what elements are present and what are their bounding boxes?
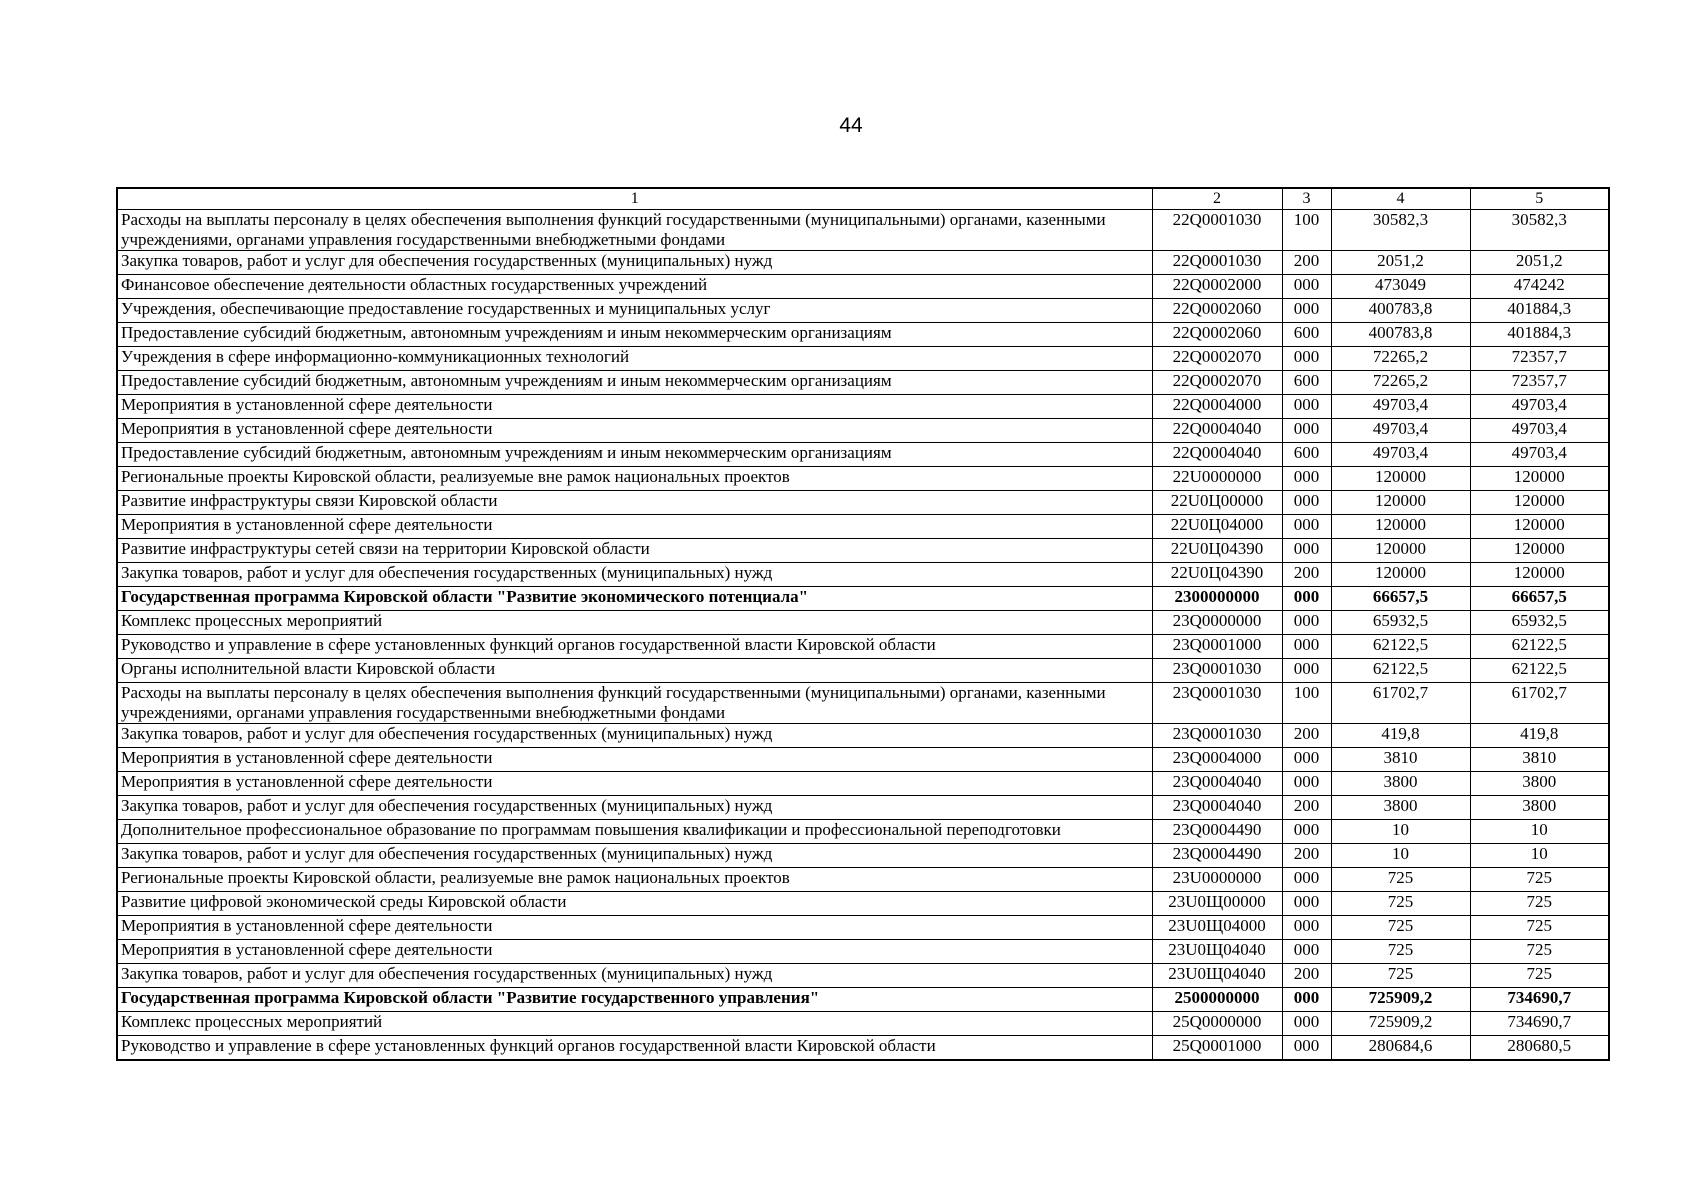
row-value-1-cell: 61702,7 bbox=[1331, 683, 1470, 724]
row-name-cell: Закупка товаров, работ и услуг для обеспечения государственных (муниципальных) нужд bbox=[117, 844, 1152, 868]
row-value-2-cell: 120000 bbox=[1470, 563, 1609, 587]
row-value-2-cell: 10 bbox=[1470, 820, 1609, 844]
table-row bbox=[117, 724, 1609, 748]
table-row bbox=[117, 371, 1609, 395]
row-expense-type-cell: 600 bbox=[1282, 443, 1331, 467]
row-value-1-cell: 725 bbox=[1331, 940, 1470, 964]
row-code-cell: 25Q0001000 bbox=[1152, 1036, 1282, 1061]
table-row bbox=[117, 844, 1609, 868]
row-name-cell: Расходы на выплаты персоналу в целях обеспечения выполнения функций государственными (муниципальными) органами, казенными учреждениями, органами управления государственными внебюджетными фондами bbox=[117, 683, 1152, 724]
table-row bbox=[117, 563, 1609, 587]
row-value-1-cell: 62122,5 bbox=[1331, 659, 1470, 683]
column-number-row bbox=[117, 188, 1609, 210]
table-row bbox=[117, 539, 1609, 563]
row-expense-type-cell: 000 bbox=[1282, 868, 1331, 892]
row-value-2-cell: 10 bbox=[1470, 844, 1609, 868]
row-value-2-cell: 725 bbox=[1470, 916, 1609, 940]
row-expense-type-cell: 000 bbox=[1282, 940, 1331, 964]
row-code-cell: 23Q0000000 bbox=[1152, 611, 1282, 635]
table-row bbox=[117, 467, 1609, 491]
row-code-cell: 23Q0004040 bbox=[1152, 796, 1282, 820]
row-name-cell: Мероприятия в установленной сфере деятельности bbox=[117, 395, 1152, 419]
table-row bbox=[117, 892, 1609, 916]
row-value-2-cell: 280680,5 bbox=[1470, 1036, 1609, 1061]
row-name-cell: Развитие цифровой экономической среды Кировской области bbox=[117, 892, 1152, 916]
row-code-cell: 22Q0001030 bbox=[1152, 210, 1282, 251]
row-code-cell: 23Q0004490 bbox=[1152, 844, 1282, 868]
row-name-cell: Органы исполнительной власти Кировской области bbox=[117, 659, 1152, 683]
row-value-1-cell: 120000 bbox=[1331, 539, 1470, 563]
row-code-cell: 22Q0002060 bbox=[1152, 323, 1282, 347]
table-row bbox=[117, 299, 1609, 323]
row-name-cell: Развитие инфраструктуры сетей связи на территории Кировской области bbox=[117, 539, 1152, 563]
row-value-1-cell: 30582,3 bbox=[1331, 210, 1470, 251]
row-code-cell: 22Q0001030 bbox=[1152, 251, 1282, 275]
row-code-cell: 23Q0001030 bbox=[1152, 683, 1282, 724]
row-code-cell: 25Q0000000 bbox=[1152, 1012, 1282, 1036]
row-value-2-cell: 66657,5 bbox=[1470, 587, 1609, 611]
row-expense-type-cell: 000 bbox=[1282, 988, 1331, 1012]
row-value-2-cell: 120000 bbox=[1470, 467, 1609, 491]
row-value-1-cell: 725 bbox=[1331, 868, 1470, 892]
row-value-2-cell: 49703,4 bbox=[1470, 419, 1609, 443]
row-code-cell: 23Q0004000 bbox=[1152, 748, 1282, 772]
row-code-cell: 22Q0004040 bbox=[1152, 419, 1282, 443]
row-name-cell: Мероприятия в установленной сфере деятельности bbox=[117, 419, 1152, 443]
row-name-cell: Закупка товаров, работ и услуг для обеспечения государственных (муниципальных) нужд bbox=[117, 796, 1152, 820]
row-code-cell: 2500000000 bbox=[1152, 988, 1282, 1012]
row-value-2-cell: 72357,7 bbox=[1470, 371, 1609, 395]
row-value-1-cell: 725909,2 bbox=[1331, 988, 1470, 1012]
row-expense-type-cell: 000 bbox=[1282, 419, 1331, 443]
row-name-cell: Учреждения, обеспечивающие предоставление государственных и муниципальных услуг bbox=[117, 299, 1152, 323]
row-value-2-cell: 3810 bbox=[1470, 748, 1609, 772]
row-name-cell: Руководство и управление в сфере установленных функций органов государственной власти Кировской области bbox=[117, 1036, 1152, 1061]
row-code-cell: 23U0Щ00000 bbox=[1152, 892, 1282, 916]
table-row bbox=[117, 275, 1609, 299]
row-expense-type-cell: 200 bbox=[1282, 563, 1331, 587]
table-row bbox=[117, 1036, 1609, 1061]
row-code-cell: 23Q0001030 bbox=[1152, 724, 1282, 748]
table-row bbox=[117, 611, 1609, 635]
row-value-1-cell: 3810 bbox=[1331, 748, 1470, 772]
row-expense-type-cell: 100 bbox=[1282, 683, 1331, 724]
row-expense-type-cell: 100 bbox=[1282, 210, 1331, 251]
table-row bbox=[117, 868, 1609, 892]
row-expense-type-cell: 000 bbox=[1282, 748, 1331, 772]
row-expense-type-cell: 000 bbox=[1282, 772, 1331, 796]
table-row bbox=[117, 635, 1609, 659]
row-expense-type-cell: 000 bbox=[1282, 587, 1331, 611]
row-expense-type-cell: 000 bbox=[1282, 635, 1331, 659]
table-body bbox=[117, 210, 1609, 1061]
table-row bbox=[117, 772, 1609, 796]
table-row bbox=[117, 796, 1609, 820]
row-code-cell: 22U0Ц04390 bbox=[1152, 563, 1282, 587]
row-name-cell: Учреждения в сфере информационно-коммуникационных технологий bbox=[117, 347, 1152, 371]
row-value-2-cell: 30582,3 bbox=[1470, 210, 1609, 251]
row-name-cell: Предоставление субсидий бюджетным, автономным учреждениям и иным некоммерческим организациям bbox=[117, 371, 1152, 395]
row-expense-type-cell: 200 bbox=[1282, 844, 1331, 868]
table-row bbox=[117, 347, 1609, 371]
row-code-cell: 22U0Ц04390 bbox=[1152, 539, 1282, 563]
table-row bbox=[117, 659, 1609, 683]
row-name-cell: Закупка товаров, работ и услуг для обеспечения государственных (муниципальных) нужд bbox=[117, 563, 1152, 587]
row-code-cell: 23Q0001000 bbox=[1152, 635, 1282, 659]
table-row bbox=[117, 395, 1609, 419]
row-value-1-cell: 72265,2 bbox=[1331, 347, 1470, 371]
table-row bbox=[117, 988, 1609, 1012]
row-value-1-cell: 120000 bbox=[1331, 515, 1470, 539]
table-row bbox=[117, 323, 1609, 347]
row-value-1-cell: 62122,5 bbox=[1331, 635, 1470, 659]
row-expense-type-cell: 000 bbox=[1282, 1012, 1331, 1036]
row-value-1-cell: 473049 bbox=[1331, 275, 1470, 299]
column-header-5: 5 bbox=[1470, 188, 1609, 210]
table-row bbox=[117, 940, 1609, 964]
row-code-cell: 22Q0002060 bbox=[1152, 299, 1282, 323]
row-value-2-cell: 734690,7 bbox=[1470, 988, 1609, 1012]
row-name-cell: Закупка товаров, работ и услуг для обеспечения государственных (муниципальных) нужд bbox=[117, 724, 1152, 748]
row-expense-type-cell: 200 bbox=[1282, 796, 1331, 820]
row-code-cell: 23U0Щ04040 bbox=[1152, 964, 1282, 988]
row-name-cell: Государственная программа Кировской области "Развитие государственного управления" bbox=[117, 988, 1152, 1012]
column-header-3: 3 bbox=[1282, 188, 1331, 210]
row-expense-type-cell: 000 bbox=[1282, 347, 1331, 371]
row-value-1-cell: 725 bbox=[1331, 892, 1470, 916]
table-row bbox=[117, 443, 1609, 467]
row-expense-type-cell: 000 bbox=[1282, 1036, 1331, 1061]
table-row bbox=[117, 683, 1609, 724]
row-value-1-cell: 725909,2 bbox=[1331, 1012, 1470, 1036]
row-expense-type-cell: 000 bbox=[1282, 515, 1331, 539]
table-row bbox=[117, 820, 1609, 844]
row-value-2-cell: 725 bbox=[1470, 964, 1609, 988]
row-expense-type-cell: 000 bbox=[1282, 395, 1331, 419]
row-value-2-cell: 2051,2 bbox=[1470, 251, 1609, 275]
row-name-cell: Мероприятия в установленной сфере деятельности bbox=[117, 748, 1152, 772]
row-value-1-cell: 10 bbox=[1331, 820, 1470, 844]
column-header-1: 1 bbox=[117, 188, 1152, 210]
row-value-2-cell: 49703,4 bbox=[1470, 443, 1609, 467]
row-name-cell: Расходы на выплаты персоналу в целях обеспечения выполнения функций государственными (муниципальными) органами, казенными учреждениями, органами управления государственными внебюджетными фондами bbox=[117, 210, 1152, 251]
row-value-2-cell: 734690,7 bbox=[1470, 1012, 1609, 1036]
row-name-cell: Мероприятия в установленной сфере деятельности bbox=[117, 515, 1152, 539]
row-name-cell: Мероприятия в установленной сфере деятельности bbox=[117, 940, 1152, 964]
row-value-1-cell: 72265,2 bbox=[1331, 371, 1470, 395]
row-value-1-cell: 400783,8 bbox=[1331, 299, 1470, 323]
row-code-cell: 22Q0002070 bbox=[1152, 371, 1282, 395]
row-code-cell: 22U0Ц04000 bbox=[1152, 515, 1282, 539]
row-expense-type-cell: 000 bbox=[1282, 539, 1331, 563]
column-header-2: 2 bbox=[1152, 188, 1282, 210]
row-value-1-cell: 120000 bbox=[1331, 491, 1470, 515]
table-row bbox=[117, 419, 1609, 443]
row-name-cell: Закупка товаров, работ и услуг для обеспечения государственных (муниципальных) нужд bbox=[117, 964, 1152, 988]
row-name-cell: Дополнительное профессиональное образование по программам повышения квалификации и профессиональной переподготовки bbox=[117, 820, 1152, 844]
table-row bbox=[117, 916, 1609, 940]
budget-table bbox=[116, 187, 1610, 1061]
row-value-2-cell: 3800 bbox=[1470, 772, 1609, 796]
row-code-cell: 22Q0004000 bbox=[1152, 395, 1282, 419]
row-code-cell: 2300000000 bbox=[1152, 587, 1282, 611]
row-value-1-cell: 419,8 bbox=[1331, 724, 1470, 748]
row-name-cell: Мероприятия в установленной сфере деятельности bbox=[117, 772, 1152, 796]
row-name-cell: Мероприятия в установленной сфере деятельности bbox=[117, 916, 1152, 940]
row-value-1-cell: 66657,5 bbox=[1331, 587, 1470, 611]
row-code-cell: 22Q0002000 bbox=[1152, 275, 1282, 299]
row-value-1-cell: 400783,8 bbox=[1331, 323, 1470, 347]
row-value-1-cell: 3800 bbox=[1331, 796, 1470, 820]
row-value-2-cell: 474242 bbox=[1470, 275, 1609, 299]
row-name-cell: Предоставление субсидий бюджетным, автономным учреждениям и иным некоммерческим организациям bbox=[117, 323, 1152, 347]
table-row bbox=[117, 491, 1609, 515]
row-name-cell: Региональные проекты Кировской области, реализуемые вне рамок национальных проектов bbox=[117, 868, 1152, 892]
row-value-2-cell: 725 bbox=[1470, 868, 1609, 892]
row-name-cell: Комплекс процессных мероприятий bbox=[117, 1012, 1152, 1036]
row-code-cell: 23U0Щ04040 bbox=[1152, 940, 1282, 964]
table-row bbox=[117, 210, 1609, 251]
row-name-cell: Руководство и управление в сфере установленных функций органов государственной власти Кировской области bbox=[117, 635, 1152, 659]
row-value-2-cell: 120000 bbox=[1470, 539, 1609, 563]
table-row bbox=[117, 964, 1609, 988]
row-code-cell: 23Q0004040 bbox=[1152, 772, 1282, 796]
row-name-cell: Региональные проекты Кировской области, реализуемые вне рамок национальных проектов bbox=[117, 467, 1152, 491]
row-code-cell: 22Q0004040 bbox=[1152, 443, 1282, 467]
row-value-1-cell: 65932,5 bbox=[1331, 611, 1470, 635]
row-value-2-cell: 120000 bbox=[1470, 491, 1609, 515]
row-expense-type-cell: 000 bbox=[1282, 611, 1331, 635]
row-value-2-cell: 62122,5 bbox=[1470, 635, 1609, 659]
row-name-cell: Закупка товаров, работ и услуг для обеспечения государственных (муниципальных) нужд bbox=[117, 251, 1152, 275]
row-expense-type-cell: 000 bbox=[1282, 467, 1331, 491]
row-value-2-cell: 49703,4 bbox=[1470, 395, 1609, 419]
row-code-cell: 23U0Щ04000 bbox=[1152, 916, 1282, 940]
row-value-2-cell: 725 bbox=[1470, 940, 1609, 964]
row-name-cell: Развитие инфраструктуры связи Кировской области bbox=[117, 491, 1152, 515]
row-expense-type-cell: 000 bbox=[1282, 916, 1331, 940]
table-row bbox=[117, 515, 1609, 539]
row-code-cell: 22U0Ц00000 bbox=[1152, 491, 1282, 515]
row-expense-type-cell: 600 bbox=[1282, 371, 1331, 395]
row-value-1-cell: 120000 bbox=[1331, 467, 1470, 491]
row-value-1-cell: 2051,2 bbox=[1331, 251, 1470, 275]
column-header-4: 4 bbox=[1331, 188, 1470, 210]
row-name-cell: Финансовое обеспечение деятельности областных государственных учреждений bbox=[117, 275, 1152, 299]
row-code-cell: 22Q0002070 bbox=[1152, 347, 1282, 371]
row-value-1-cell: 49703,4 bbox=[1331, 443, 1470, 467]
row-expense-type-cell: 000 bbox=[1282, 892, 1331, 916]
row-value-1-cell: 49703,4 bbox=[1331, 395, 1470, 419]
row-code-cell: 23Q0001030 bbox=[1152, 659, 1282, 683]
row-value-1-cell: 10 bbox=[1331, 844, 1470, 868]
row-expense-type-cell: 000 bbox=[1282, 299, 1331, 323]
page-number: 44 bbox=[839, 114, 863, 137]
row-value-1-cell: 280684,6 bbox=[1331, 1036, 1470, 1061]
row-expense-type-cell: 000 bbox=[1282, 275, 1331, 299]
row-value-1-cell: 3800 bbox=[1331, 772, 1470, 796]
row-code-cell: 23Q0004490 bbox=[1152, 820, 1282, 844]
row-value-2-cell: 3800 bbox=[1470, 796, 1609, 820]
row-value-2-cell: 725 bbox=[1470, 892, 1609, 916]
row-expense-type-cell: 000 bbox=[1282, 659, 1331, 683]
row-value-1-cell: 120000 bbox=[1331, 563, 1470, 587]
row-value-2-cell: 65932,5 bbox=[1470, 611, 1609, 635]
row-value-2-cell: 72357,7 bbox=[1470, 347, 1609, 371]
row-value-1-cell: 725 bbox=[1331, 916, 1470, 940]
row-expense-type-cell: 600 bbox=[1282, 323, 1331, 347]
row-value-2-cell: 419,8 bbox=[1470, 724, 1609, 748]
row-expense-type-cell: 000 bbox=[1282, 820, 1331, 844]
row-expense-type-cell: 200 bbox=[1282, 724, 1331, 748]
table-row bbox=[117, 587, 1609, 611]
row-name-cell: Предоставление субсидий бюджетным, автономным учреждениям и иным некоммерческим организациям bbox=[117, 443, 1152, 467]
row-expense-type-cell: 200 bbox=[1282, 964, 1331, 988]
row-value-2-cell: 62122,5 bbox=[1470, 659, 1609, 683]
row-value-2-cell: 120000 bbox=[1470, 515, 1609, 539]
row-expense-type-cell: 000 bbox=[1282, 491, 1331, 515]
row-value-2-cell: 401884,3 bbox=[1470, 323, 1609, 347]
table-row bbox=[117, 1012, 1609, 1036]
row-expense-type-cell: 200 bbox=[1282, 251, 1331, 275]
row-code-cell: 23U0000000 bbox=[1152, 868, 1282, 892]
row-name-cell: Государственная программа Кировской области "Развитие экономического потенциала" bbox=[117, 587, 1152, 611]
table-row bbox=[117, 748, 1609, 772]
row-value-2-cell: 61702,7 bbox=[1470, 683, 1609, 724]
row-name-cell: Комплекс процессных мероприятий bbox=[117, 611, 1152, 635]
table-row bbox=[117, 251, 1609, 275]
row-value-1-cell: 725 bbox=[1331, 964, 1470, 988]
row-value-1-cell: 49703,4 bbox=[1331, 419, 1470, 443]
row-value-2-cell: 401884,3 bbox=[1470, 299, 1609, 323]
row-code-cell: 22U0000000 bbox=[1152, 467, 1282, 491]
